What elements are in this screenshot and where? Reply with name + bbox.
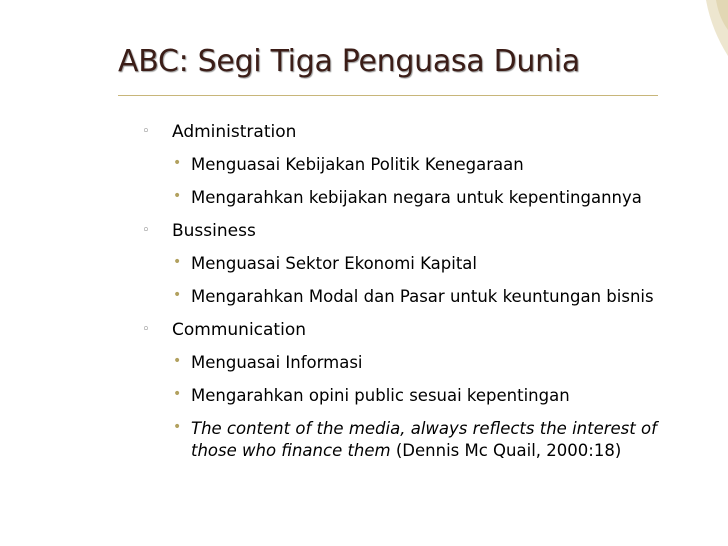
quote-item bbox=[172, 418, 702, 462]
list-item-label: Menguasai Sektor Ekonomi Kapital bbox=[191, 254, 478, 273]
dot-bullet-icon: • bbox=[173, 188, 182, 204]
list-item bbox=[172, 187, 702, 209]
circle-bullet-icon: ◦ bbox=[142, 322, 150, 337]
dot-bullet-icon: • bbox=[173, 353, 182, 369]
section-heading-communication bbox=[142, 319, 702, 341]
dot-bullet-icon: • bbox=[173, 155, 182, 171]
list-item bbox=[172, 253, 702, 275]
circle-bullet-icon: ◦ bbox=[142, 124, 150, 139]
list-item-label: Menguasai Informasi bbox=[191, 353, 363, 372]
circle-bullet-icon: ◦ bbox=[142, 223, 150, 238]
list-item-label: Mengarahkan opini public sesuai kepentingan bbox=[191, 386, 570, 405]
corner-decoration bbox=[688, 0, 728, 60]
list-item bbox=[172, 352, 702, 374]
list-item-label: Menguasai Kebijakan Politik Kenegaraan bbox=[191, 155, 524, 174]
quote-citation: (Dennis Mc Quail, 2000:18) bbox=[390, 441, 622, 460]
section-heading-label: Bussiness bbox=[172, 221, 256, 241]
list-item bbox=[172, 385, 702, 407]
section-heading-administration bbox=[142, 121, 702, 143]
title-underline bbox=[118, 95, 658, 96]
list-item bbox=[172, 154, 702, 176]
dot-bullet-icon: • bbox=[173, 287, 182, 303]
dot-bullet-icon: • bbox=[173, 419, 182, 435]
dot-bullet-icon: • bbox=[173, 386, 182, 402]
section-heading-label: Administration bbox=[172, 122, 297, 142]
list-item-label: Mengarahkan kebijakan negara untuk kepentingannya bbox=[191, 188, 642, 207]
list-item bbox=[172, 286, 702, 308]
dot-bullet-icon: • bbox=[173, 254, 182, 270]
list-item-label: Mengarahkan Modal dan Pasar untuk keuntungan bisnis bbox=[191, 287, 654, 306]
section-heading-label: Communication bbox=[172, 320, 306, 340]
section-heading-bussiness bbox=[142, 220, 702, 242]
slide-content bbox=[142, 121, 702, 473]
quote-text: The content of the media, always reflects the interest of those who finance them bbox=[191, 419, 657, 460]
slide-title: ABC: Segi Tiga Penguasa Dunia bbox=[118, 44, 580, 79]
